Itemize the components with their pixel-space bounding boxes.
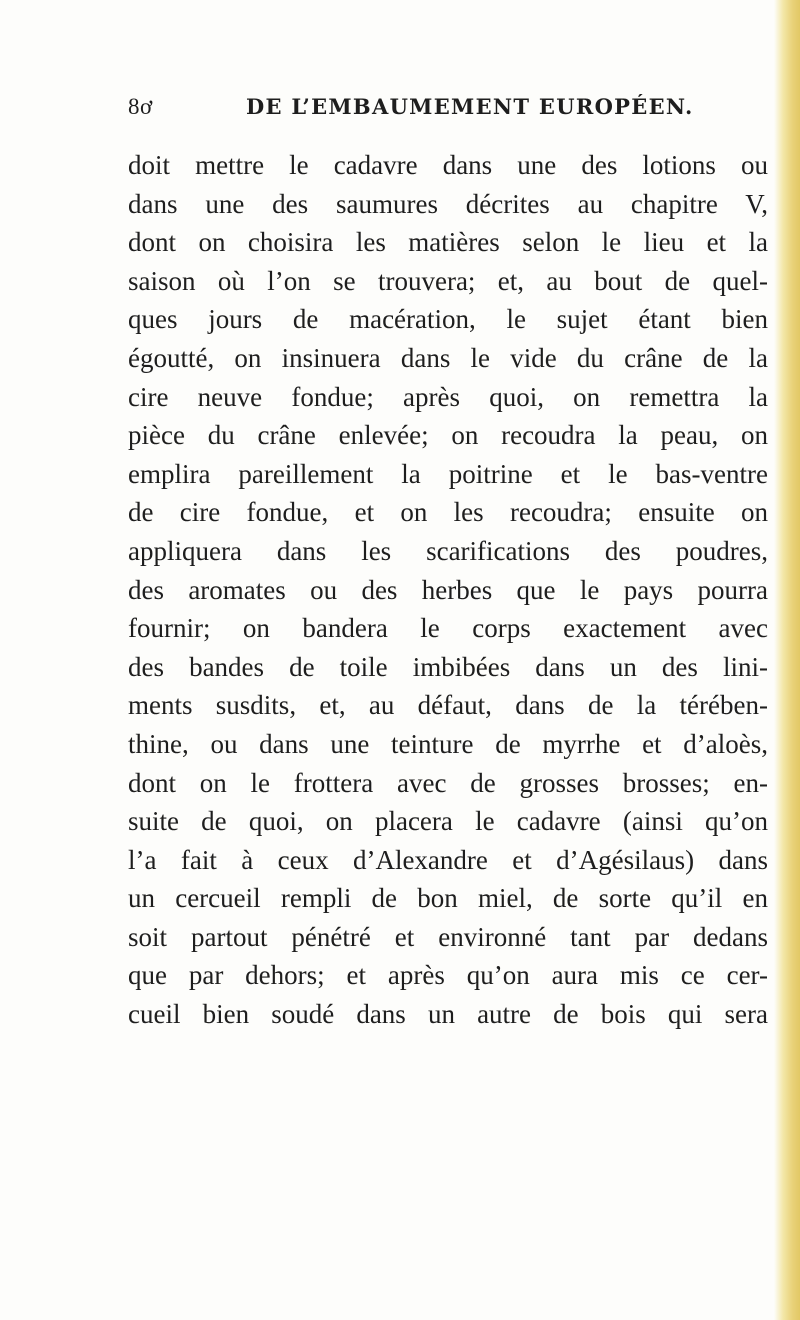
text-line: appliquera dans les scarifications des poudres,	[128, 535, 768, 566]
text-line: emplira pareillement la poitrine et le bas-ventre	[128, 458, 768, 489]
text-line: égoutté, on insinuera dans le vide du crâne de la	[128, 342, 768, 373]
text-line: fournir; on bandera le corps exactement avec	[128, 613, 768, 644]
text-line: ments susdits, et, au défaut, dans de la térében-	[128, 690, 768, 721]
text-line: cueil bien soudé dans un autre de bois qui sera	[128, 999, 768, 1030]
text-line: ques jours de macération, le sujet étant bien	[128, 304, 768, 335]
text-line: des aromates ou des herbes que le pays pourra	[128, 574, 768, 605]
text-line: doit mettre le cadavre dans une des lotions ou	[128, 150, 768, 180]
text-line: que par dehors; et après qu’on aura mis ce cer-	[128, 960, 768, 991]
text-line: dont on le frottera avec de grosses brosses; en-	[128, 767, 768, 798]
text-line: suite de quoi, on placera le cadavre (ainsi qu’on	[128, 806, 768, 837]
text-line: des bandes de toile imbibées dans un des lini-	[128, 651, 768, 682]
text-line: dont on choisira les matières selon le lieu et la	[128, 227, 768, 258]
text-line: dans une des saumures décrites au chapitre V,	[128, 188, 768, 219]
text-line: soit partout pénétré et environné tant par dedans	[128, 921, 768, 952]
text-line: saison où l’on se trouvera; et, au bout de quel-	[128, 265, 768, 296]
text-line: cire neuve fondue; après quoi, on remettra la	[128, 381, 768, 412]
running-title: DE L’EMBAUMEMENT EUROPÉEN.	[246, 94, 694, 119]
page-edge-shading	[774, 0, 800, 1320]
text-line: pièce du crâne enlevée; on recoudra la peau, on	[128, 420, 768, 451]
text-line: thine, ou dans une teinture de myrrhe et d’aloès,	[128, 728, 768, 759]
page-header	[128, 94, 694, 124]
text-line: de cire fondue, et on les recoudra; ensuite on	[128, 497, 768, 528]
text-line: l’a fait à ceux d’Alexandre et d’Agésilaus) dans	[128, 844, 768, 875]
text-line: un cercueil rempli de bon miel, de sorte qu’il en	[128, 883, 768, 914]
body-text	[128, 146, 768, 1034]
page-number: 8ơ	[128, 94, 153, 119]
